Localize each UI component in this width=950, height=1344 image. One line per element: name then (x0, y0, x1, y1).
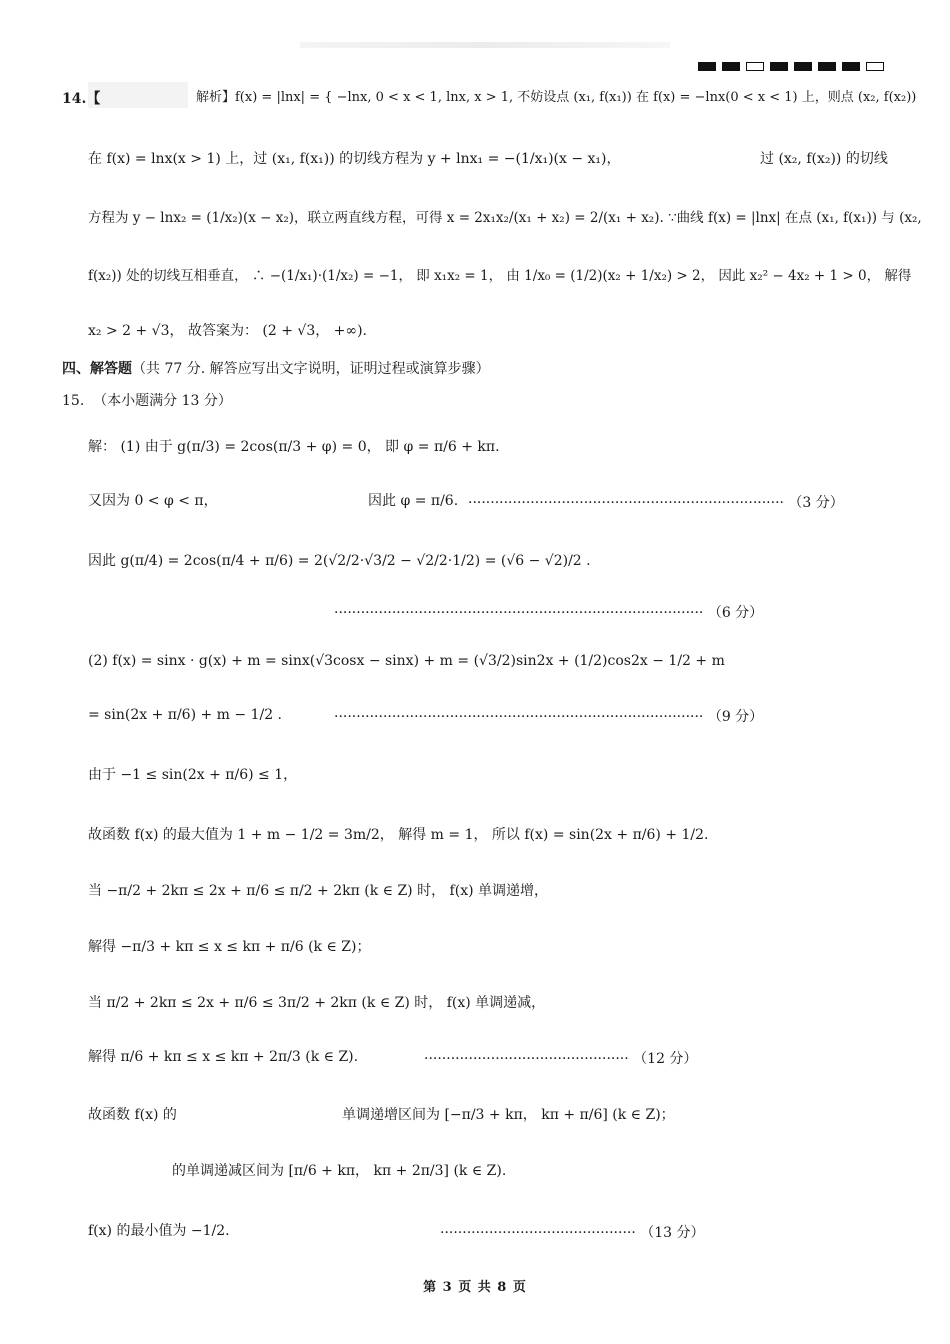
q15-line6: 由于 −1 ≤ sin(2x + π/6) ≤ 1， (88, 767, 298, 783)
q15-line10: 当 π/2 + 2kπ ≤ 2x + π/6 ≤ 3π/2 + 2kπ (k ∈ Z) 时， f(x) 单调递减， (88, 995, 546, 1011)
q14-line5: x₂ > 2 + √3， 故答案为： (2 + √3， +∞). (88, 323, 367, 339)
mark-filled (842, 62, 860, 71)
q15-line1: 解： (1) 由于 g(π/3) = 2cos(π/3 + φ) = 0， 即 φ = π/6 + kπ. (88, 439, 500, 455)
q14-number: 14.【 (62, 91, 101, 107)
mark-filled (794, 62, 812, 71)
page-footer: 第 3 页 共 8 页 (423, 1280, 527, 1295)
q15-line2a: 又因为 0 < φ < π， (88, 493, 218, 509)
section4-note: （共 77 分. 解答应写出文字说明，证明过程或演算步骤） (132, 361, 490, 377)
q15-score-note: （本小题满分 13 分） (93, 393, 232, 409)
q14-line2a: 在 f(x) = lnx(x > 1) 上，过 (x₁, f(x₁)) 的切线方程为 y + lnx₁ = −(1/x₁)(x − x₁)， (88, 151, 621, 167)
section4-heading (62, 360, 490, 378)
redacted-area (88, 82, 188, 108)
q15-line2b: 因此 φ = π/6. (368, 493, 459, 509)
mark-filled (770, 62, 788, 71)
q14-line1: 解析】f(x) = |lnx| = { −lnx, 0 < x < 1, lnx, x > 1, 不妨设点 (x₁, f(x₁)) 在 f(x) = −lnx(0 < x < 1) 上，则点 (x₂, f(x₂)) (196, 90, 917, 105)
q15-line13: 的单调递减区间为 [π/6 + kπ， kπ + 2π/3] (k ∈ Z). (172, 1163, 507, 1179)
q14-line4: f(x₂)) 处的切线互相垂直， ∴ −(1/x₁)·(1/x₂) = −1， 即 x₁x₂ = 1， 由 1/x₀ = (1/2)(x₂ + 1/x₂) > 2， 因此 x₂² − 4x₂ + 1 > 0， 解得 (88, 268, 912, 284)
mark-filled (722, 62, 740, 71)
faded-header-band (300, 42, 670, 48)
mark-filled (818, 62, 836, 71)
mark-open (866, 62, 884, 71)
q15-line7: 故函数 f(x) 的最大值为 1 + m − 1/2 = 3m/2， 解得 m = 1， 所以 f(x) = sin(2x + π/6) + 1/2. (88, 827, 709, 843)
q15-line9: 解得 −π/3 + kπ ≤ x ≤ kπ + π/6 (k ∈ Z)； (88, 939, 371, 955)
q15-header (62, 392, 232, 410)
q15-line5: = sin(2x + π/6) + m − 1/2 . (88, 707, 283, 723)
q15-line11: 解得 π/6 + kπ ≤ x ≤ kπ + 2π/3 (k ∈ Z). (88, 1049, 359, 1065)
q15-line4: (2) f(x) = sinx · g(x) + m = sinx(√3cosx − sinx) + m = (√3/2)sin2x + (1/2)cos2x − 1/2 + m (88, 653, 725, 669)
score-3: ······································································· （3 分） (468, 495, 844, 511)
q15-line12b: 单调递增区间为 [−π/3 + kπ， kπ + π/6] (k ∈ Z)； (342, 1107, 675, 1123)
section4-title: 四、解答题 (62, 361, 132, 377)
q15-number: 15. (62, 393, 85, 409)
q15-line12a: 故函数 f(x) 的 (88, 1107, 177, 1123)
mark-filled (698, 62, 716, 71)
q14-line3: 方程为 y − lnx₂ = (1/x₂)(x − x₂)，联立两直线方程，可得 x = 2x₁x₂/(x₁ + x₂) = 2/(x₁ + x₂). ∵曲线 f(x) = |lnx| 在点 (x₁, f(x₁)) 与 (x₂, (88, 210, 922, 226)
score-6: ··················································································· （6 分） (334, 605, 764, 621)
q14-line2b: 过 (x₂, f(x₂)) 的切线 (760, 151, 888, 167)
score-12: ·············································· （12 分） (424, 1051, 698, 1067)
score-13: ············································ （13 分） (440, 1225, 705, 1241)
mark-open (746, 62, 764, 71)
header-marks (698, 62, 884, 71)
q15-line8: 当 −π/2 + 2kπ ≤ 2x + π/6 ≤ π/2 + 2kπ (k ∈ Z) 时， f(x) 单调递增， (88, 883, 548, 899)
q15-line3: 因此 g(π/4) = 2cos(π/4 + π/6) = 2(√2/2·√3/2 − √2/2·1/2) = (√6 − √2)/2 . (88, 553, 591, 569)
q15-line14: f(x) 的最小值为 −1/2. (88, 1223, 230, 1239)
score-9: ··················································································· （9 分） (334, 709, 764, 725)
